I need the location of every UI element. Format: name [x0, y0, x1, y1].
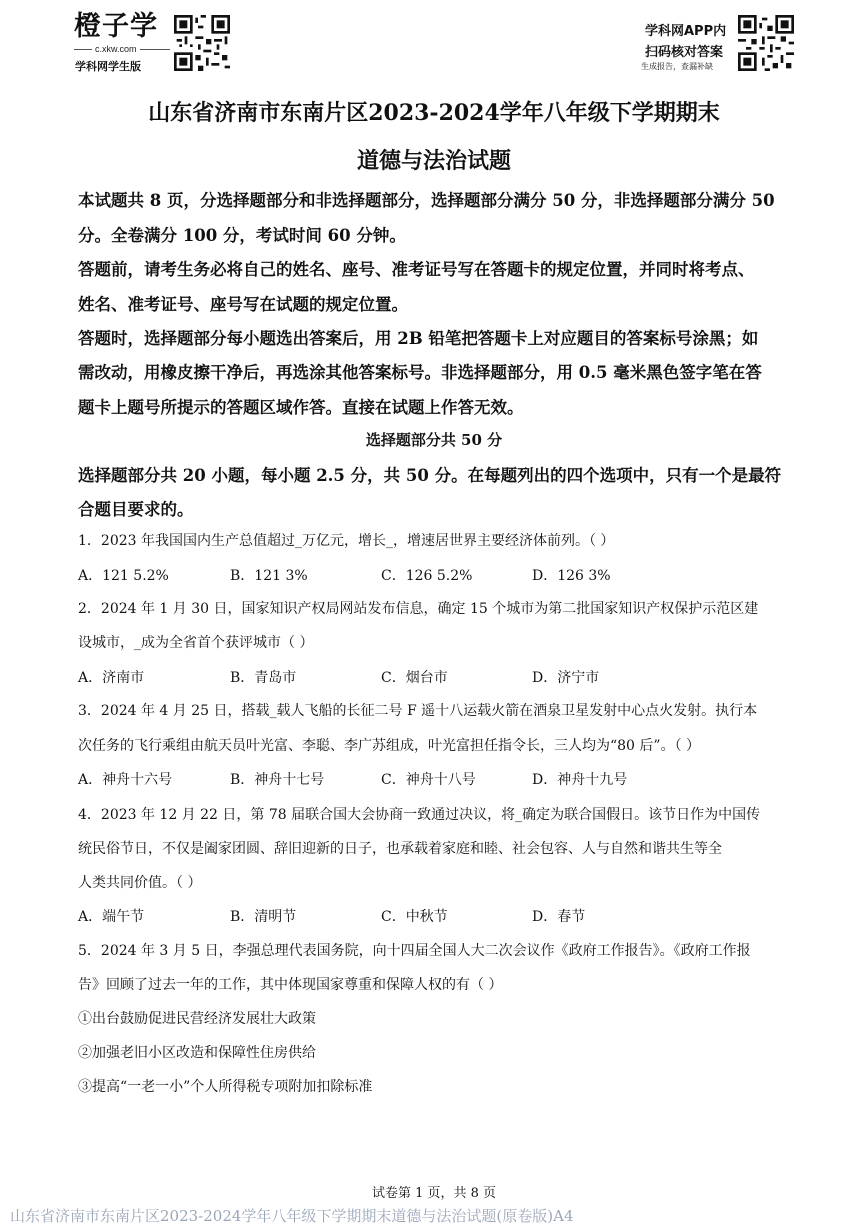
question-1-option-c: C．126 5.2% — [381, 568, 473, 584]
question-4-stem: 统民俗节日，不仅是阖家团圆、辞旧迎新的日子，也承载着家庭和睦、社会包容、人与自然和谐共生等全 — [78, 841, 722, 857]
question-1-option-d: D．126 3% — [532, 568, 611, 584]
question-5-stem: 告》回顾了过去一年的工作，其中体现国家尊重和保障人权的有（ ） — [78, 977, 503, 993]
question-3-option-a: A．神舟十六号 — [78, 772, 173, 788]
question-4-option-d: D．春节 — [532, 909, 586, 925]
question-3-stem: 3．2024 年 4 月 25 日，搭载_载人飞船的长征二号 F 遥十八运载火箭在酒泉卫星发射中心点火发射。执行本 — [78, 703, 758, 719]
question-4-option-c: C．中秋节 — [381, 909, 448, 925]
document-caption: 山东省济南市东南片区2023-2024学年八年级下学期期末道德与法治试题(原卷版)A4 — [10, 1207, 574, 1225]
page-footer: 试卷第 1 页，共 8 页 — [371, 1186, 497, 1201]
logo-url: c.xkw.com — [92, 44, 140, 54]
question-5-statement-3: ③提高“一老一小”个人所得税专项附加扣除标准 — [78, 1079, 373, 1095]
section-description: 合题目要求的。 — [78, 500, 194, 519]
instruction-line: 题卡上题号所提示的答题区域作答。直接在试题上作答无效。 — [78, 398, 524, 417]
exam-subject-title: 道德与法治试题 — [356, 148, 511, 174]
section-description: 选择题部分共 20 小题，每小题 2.5 分，共 50 分。在每题列出的四个选项中，只有一个是最符 — [78, 466, 782, 485]
question-2-option-b: B．青岛市 — [230, 670, 297, 686]
app-prompt-line3: 生成报告，查漏补缺 — [641, 62, 713, 71]
instruction-line: 答题前，请考生务必将自己的姓名、座号、准考证号写在答题卡的规定位置，并同时将考点、 — [78, 260, 755, 279]
question-3-option-d: D．神舟十九号 — [532, 772, 628, 788]
question-2-stem: 2．2024 年 1 月 30 日，国家知识产权局网站发布信息，确定 15 个城市为第二批国家知识产权保护示范区建 — [78, 601, 759, 617]
question-2-option-d: D．济宁市 — [532, 670, 600, 686]
question-4-option-b: B．清明节 — [230, 909, 297, 925]
section-title: 选择题部分共 50 分 — [365, 431, 503, 449]
qr-code-icon[interactable] — [738, 15, 794, 71]
app-prompt-line1: 学科网APP内 — [645, 24, 727, 39]
app-prompt-line2: 扫码核对答案 — [645, 45, 724, 60]
instruction-line: 本试题共 8 页，分选择题部分和非选择题部分，选择题部分满分 50 分，非选择题部分满分 50 — [78, 191, 775, 210]
question-4-stem: 人类共同价值。（ ） — [78, 875, 202, 891]
question-3-option-b: B．神舟十七号 — [230, 772, 325, 788]
logo-text: 橙子学 — [74, 11, 158, 42]
question-2-option-a: A．济南市 — [78, 670, 145, 686]
instruction-line: 姓名、准考证号、座号写在试题的规定位置。 — [78, 295, 408, 314]
question-1-option-b: B．121 3% — [230, 568, 308, 584]
question-2-stem: 设城市，_成为全省首个获评城市（ ） — [78, 635, 314, 651]
question-2-option-c: C．烟台市 — [381, 670, 448, 686]
instruction-line: 需改动，用橡皮擦干净后，再选涂其他答案标号。非选择题部分，用 0.5 毫米黑色签字笔在答 — [78, 363, 762, 382]
question-5-stem: 5．2024 年 3 月 5 日，李强总理代表国务院，向十四届全国人大二次会议作《政府工作报告》。《政府工作报 — [78, 943, 751, 959]
question-4-stem: 4．2023 年 12 月 22 日，第 78 届联合国大会协商一致通过决议，将_确定为联合国假日。该节日作为中国传 — [78, 807, 761, 823]
exam-title: 山东省济南市东南片区2023-2024学年八年级下学期期末 — [148, 100, 720, 126]
question-5-statement-2: ②加强老旧小区改造和保障性住房供给 — [78, 1045, 316, 1061]
question-1-option-a: A．121 5.2% — [78, 568, 169, 584]
logo-subtitle: 学科网学生版 — [75, 60, 141, 73]
question-3-option-c: C．神舟十八号 — [381, 772, 476, 788]
question-1-stem: 1．2023 年我国国内生产总值超过_万亿元，增长_，增速居世界主要经济体前列。（ ） — [78, 533, 615, 549]
question-5-statement-1: ①出台鼓励促进民营经济发展壮大政策 — [78, 1011, 316, 1027]
instruction-line: 分。全卷满分 100 分，考试时间 60 分钟。 — [78, 226, 406, 245]
instruction-line: 答题时，选择题部分每小题选出答案后，用 2B 铅笔把答题卡上对应题目的答案标号涂黑；如 — [78, 329, 759, 348]
qr-code-icon[interactable] — [174, 15, 230, 71]
question-3-stem: 次任务的飞行乘组由航天员叶光富、李聪、李广苏组成，叶光富担任指令长，三人均为“80 后”。（ ） — [78, 738, 701, 754]
question-4-option-a: A．端午节 — [78, 909, 145, 925]
